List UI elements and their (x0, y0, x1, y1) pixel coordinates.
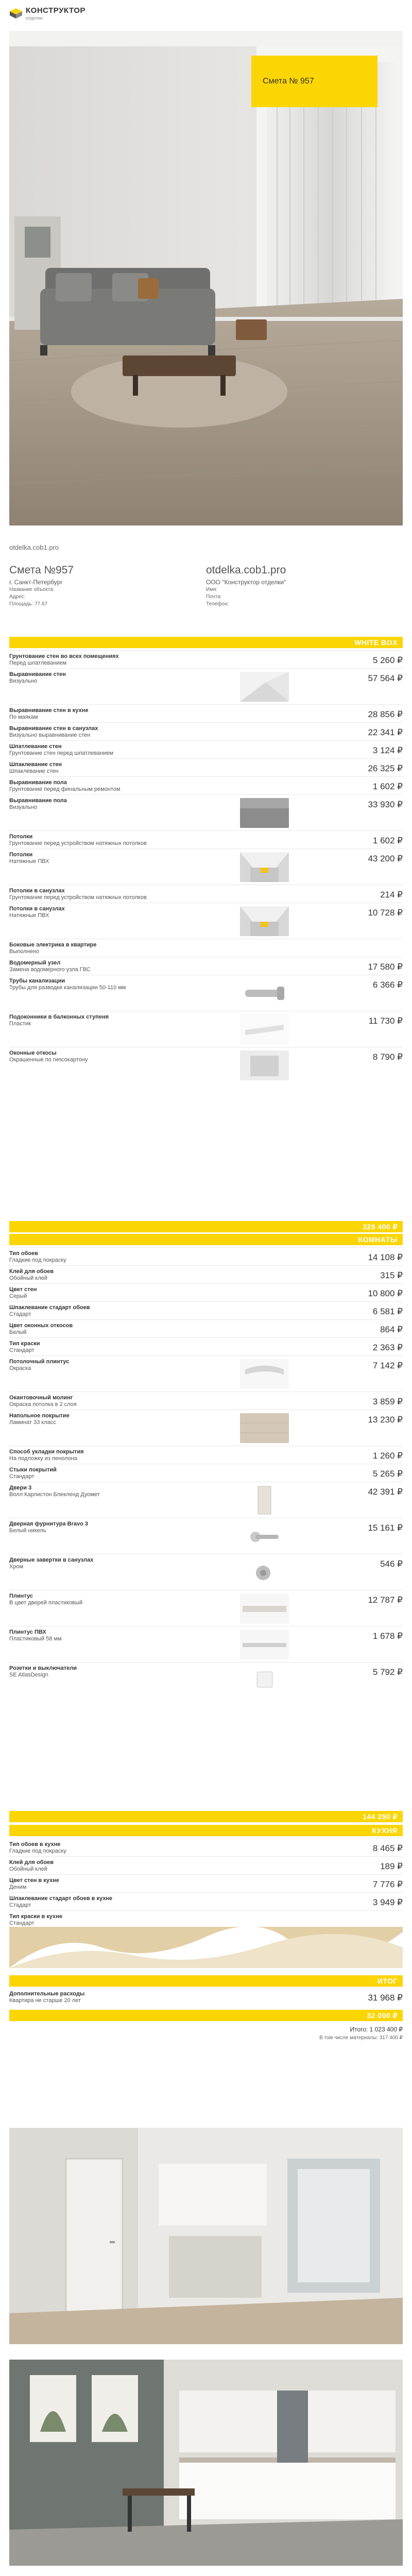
item-price: 5 260 ₽ (372, 655, 403, 665)
item-desc: Визуально выравнивание стен (9, 732, 91, 738)
estimate-row (9, 1892, 403, 1910)
estimate-row (9, 957, 403, 975)
item-price: 7 776 ₽ (372, 1879, 403, 1889)
item-desc: Натяжные ПВХ (9, 912, 49, 919)
item-desc: Серый (9, 1293, 27, 1299)
client-email-label: Почта: (206, 594, 222, 600)
item-price: 1 678 ₽ (372, 1631, 403, 1641)
item-price: 10 800 ₽ (368, 1289, 403, 1298)
item-name: Дверная фурнитура Bravo 3 (9, 1521, 88, 1527)
estimate-row (9, 650, 403, 668)
estimate-row (9, 1554, 403, 1590)
item-name: Потолочный плинтус (9, 1359, 70, 1365)
item-price: 42 391 ₽ (368, 1487, 403, 1497)
estimate-row (9, 1265, 403, 1283)
item-desc: Пластиковый 58 мм (9, 1636, 62, 1642)
item-name: Способ укладки покрытия (9, 1449, 84, 1455)
brand-logo[interactable] (9, 6, 85, 21)
estimate-row (9, 722, 403, 740)
estimate-row (9, 1662, 403, 1698)
item-price: 33 930 ₽ (368, 800, 403, 809)
item-price: 13 230 ₽ (368, 1415, 403, 1425)
item-name: Дверные завертки в санузлах (9, 1557, 94, 1563)
item-name: Тип обоев (9, 1250, 38, 1257)
item-name: Шпаклевание стен (9, 761, 62, 768)
estimate-row (9, 1283, 403, 1301)
client-phone-label: Телефон: (206, 601, 229, 607)
item-price: 3 859 ₽ (372, 1397, 403, 1406)
extra-costs-desc: Квартира не старше 20 лет (9, 1997, 81, 2004)
item-desc: Шпаклевание стен (9, 768, 59, 774)
item-desc: Пластик (9, 1021, 31, 1027)
item-name: Окантовочный молинг (9, 1395, 73, 1401)
estimate-row (9, 1464, 403, 1482)
item-name: Напольное покрытие (9, 1413, 70, 1419)
extra-costs-price: 31 968 ₽ (368, 1993, 403, 2003)
item-thumbnail (240, 672, 289, 702)
item-name: Шпаклевание стадарт обоев (9, 1304, 90, 1311)
item-desc: Выполнено (9, 948, 39, 955)
estimate-row (9, 1874, 403, 1892)
company-site[interactable]: otdelka.cob1.pro (206, 564, 286, 576)
item-desc: Замена водомерного узла ГВС (9, 967, 91, 973)
address-label: Адрес: (9, 594, 26, 600)
brand-name: КОНСТРУКТОР (26, 6, 85, 15)
estimate-row (9, 1590, 403, 1626)
client-name-label: Имя: (206, 587, 218, 592)
item-desc: Обойный клей (9, 1866, 47, 1872)
item-price: 11 730 ₽ (368, 1016, 403, 1026)
item-thumbnail (240, 1666, 289, 1696)
estimate-row (9, 758, 403, 776)
section-total-white-box: 329 400 ₽ (9, 1221, 403, 1232)
item-name: Потолки в санузлах (9, 888, 65, 894)
city: г. Санкт-Петербург (9, 579, 63, 586)
item-price: 7 142 ₽ (372, 1361, 403, 1370)
estimate-row (9, 1838, 403, 1856)
item-thumbnail (240, 1359, 289, 1389)
item-price: 1 602 ₽ (372, 836, 403, 845)
item-price: 315 ₽ (380, 1270, 403, 1280)
item-desc: Окраска (9, 1365, 31, 1371)
photo-kitchen (9, 2360, 403, 2566)
item-name: Тип краски в кухне (9, 1913, 63, 1920)
site-url-top[interactable]: otdelka.cob1.pro (9, 544, 59, 551)
item-price: 214 ₽ (380, 890, 403, 900)
item-name: Потолки (9, 852, 33, 858)
item-name: Выравнивание пола (9, 798, 67, 804)
brand-tagline: отделки (26, 15, 43, 21)
estimate-row (9, 903, 403, 939)
item-price: 189 ₽ (380, 1861, 403, 1871)
item-name: Подоконники в балконных ступеня (9, 1014, 109, 1020)
photo-hallway (9, 2128, 403, 2344)
item-desc: SE AtlasDesign (9, 1672, 48, 1678)
item-desc: Перед шпатлеванием (9, 660, 67, 666)
estimate-row (9, 740, 403, 758)
item-price: 546 ₽ (380, 1559, 403, 1569)
item-thumbnail (240, 1050, 289, 1080)
item-price: 26 325 ₽ (368, 764, 403, 773)
item-name: Тип обоев в кухне (9, 1841, 61, 1848)
item-name: Стыки покрытий (9, 1467, 57, 1473)
item-thumbnail (240, 1521, 289, 1551)
item-name: Плинтус ПВХ (9, 1629, 46, 1635)
item-name: Выравнивание стен в санузлах (9, 725, 98, 732)
estimate-row (9, 1337, 403, 1355)
company-name: ООО "Конструктор отделки" (206, 579, 286, 586)
item-price: 5 265 ₽ (372, 1469, 403, 1479)
estimate-row (9, 668, 403, 704)
estimate-row (9, 1247, 403, 1265)
section-header-rooms: КОМНАТЫ (9, 1234, 403, 1245)
estimate-title: Смета №957 (9, 564, 74, 576)
item-price: 3 949 ₽ (372, 1897, 403, 1907)
item-desc: Гладкие под покраску (9, 1848, 66, 1854)
item-name: Шпаклевание стадарт обоев в кухне (9, 1895, 113, 1902)
materials-total: В том числе материалы: 317 400 ₽ (319, 2035, 403, 2041)
item-desc: Грунтование перед устройством натяжных потолков (9, 840, 147, 846)
item-price: 15 161 ₽ (368, 1523, 403, 1533)
item-name: Двери 3 (9, 1485, 32, 1491)
item-desc: Хром (9, 1564, 24, 1570)
estimate-row (9, 1011, 403, 1047)
item-name: Цвет стен (9, 1286, 37, 1293)
curtain-image (9, 1927, 403, 1968)
item-thumbnail (240, 1594, 289, 1623)
estimate-row (9, 831, 403, 849)
section-header-total: ИТОГ (9, 1975, 403, 1987)
item-name: Трубы канализации (9, 978, 65, 984)
item-price: 6 581 ₽ (372, 1307, 403, 1316)
item-name: Клей для обоев (9, 1859, 54, 1866)
item-price: 22 341 ₽ (368, 727, 403, 737)
item-price: 17 580 ₽ (368, 962, 403, 972)
estimate-row (9, 776, 403, 794)
item-name: Потолки (9, 834, 33, 840)
estimate-row (9, 939, 403, 957)
grand-total: Итого: 1 023 400 ₽ (350, 2026, 403, 2033)
item-desc: Белый (9, 1329, 27, 1335)
item-thumbnail (240, 906, 289, 936)
estimate-header-right (206, 564, 402, 608)
item-desc: Стандарт (9, 1347, 35, 1353)
estimate-row (9, 1518, 403, 1554)
item-name: Выравнивание стен (9, 671, 66, 677)
item-desc: Грунтование перед устройством натяжных потолков (9, 894, 147, 901)
estimate-row (9, 1355, 403, 1392)
item-thumbnail (240, 1413, 289, 1443)
item-desc: Окрашенные по гипсокартону (9, 1057, 88, 1063)
item-thumbnail (240, 1014, 289, 1044)
estimate-row (9, 1482, 403, 1518)
grand-total-bar: 32 000 ₽ (9, 2010, 403, 2021)
item-price: 8 790 ₽ (372, 1052, 403, 1062)
item-price: 864 ₽ (380, 1325, 403, 1334)
item-desc: Стандарт (9, 1920, 35, 1926)
estimate-row (9, 1392, 403, 1410)
item-desc: Обойный клей (9, 1275, 47, 1281)
estimate-row (9, 794, 403, 831)
item-desc: По маякам (9, 714, 38, 720)
item-name: Плинтус (9, 1593, 33, 1599)
item-price: 3 124 ₽ (372, 745, 403, 755)
extra-costs (9, 1988, 403, 2006)
item-name: Оконные откосы (9, 1050, 57, 1056)
item-name: Выравнивание пола (9, 779, 67, 786)
item-desc: Деним (9, 1884, 27, 1890)
item-price: 14 108 ₽ (368, 1252, 403, 1262)
item-desc: Визуально (9, 678, 38, 684)
section-header-white-box: WHITE BOX (9, 637, 403, 648)
item-price: 2 363 ₽ (372, 1343, 403, 1352)
item-desc: Стадарт (9, 1311, 31, 1317)
section-total-rooms: 144 290 ₽ (9, 1811, 403, 1822)
estimate-row (9, 885, 403, 903)
item-desc: Грунтование стен перед шпатлеванием (9, 750, 114, 756)
item-price: 10 728 ₽ (368, 908, 403, 918)
item-price: 6 366 ₽ (372, 980, 403, 990)
item-thumbnail (240, 1557, 289, 1587)
item-desc: На подложку из пенолона (9, 1455, 77, 1462)
item-thumbnail (240, 1630, 289, 1659)
item-desc: Стандарт (9, 1473, 35, 1480)
item-name: Боковые электрика в квартире (9, 942, 97, 948)
item-name: Тип краски (9, 1341, 40, 1347)
item-price: 1 602 ₽ (372, 782, 403, 791)
rooms-list (9, 1247, 403, 1698)
item-price: 1 260 ₽ (372, 1451, 403, 1461)
extra-costs-row (9, 1988, 403, 2006)
item-thumbnail (240, 852, 289, 882)
item-name: Клей для обоев (9, 1268, 54, 1275)
item-price: 28 856 ₽ (368, 709, 403, 719)
estimate-row (9, 1856, 403, 1874)
item-desc: Волл Карлистон Блекленд Дуомет (9, 1492, 100, 1498)
estimate-badge: Смета № 957 (251, 56, 377, 107)
estimate-row (9, 849, 403, 885)
estimate-row (9, 1301, 403, 1319)
cube-icon (9, 8, 23, 19)
estimate-row (9, 1319, 403, 1337)
item-desc: В цвет дверей пластиковый (9, 1600, 83, 1606)
item-price: 12 787 ₽ (368, 1595, 403, 1605)
item-desc: Стадарт (9, 1902, 31, 1908)
item-desc: Грунтование перед финальным ремонтом (9, 786, 121, 792)
item-name: Грунтование стен во всех помещениях (9, 653, 119, 659)
item-name: Потолки в санузлах (9, 906, 65, 912)
item-name: Выравнивание стен в кухне (9, 707, 89, 714)
item-desc: Белый никель (9, 1528, 46, 1534)
item-name: Водомерный узел (9, 960, 61, 966)
white-box-list (9, 650, 403, 1083)
object-name-label: Название объекта: (9, 587, 55, 592)
item-desc: Визуально (9, 804, 38, 810)
estimate-row (9, 975, 403, 1011)
item-name: Цвет оконных откосов (9, 1323, 73, 1329)
estimate-row (9, 1910, 403, 1928)
area-label: Площадь: 77.67 (9, 601, 48, 607)
item-price: 43 200 ₽ (368, 854, 403, 863)
estimate-row (9, 704, 403, 722)
estimate-row (9, 1626, 403, 1662)
item-desc: Трубы для разводки канализации 50-110 мм (9, 985, 126, 991)
section-header-kitchen: КУХНЯ (9, 1825, 403, 1836)
item-price: 5 792 ₽ (372, 1667, 403, 1677)
item-thumbnail (240, 1485, 289, 1515)
item-price: 8 465 ₽ (372, 1843, 403, 1853)
item-name: Шпатлевание стен (9, 743, 62, 750)
estimate-header-left (9, 564, 195, 608)
item-desc: Гладкие под покраску (9, 1257, 66, 1263)
item-desc: Окраска потолка в 2 слоя (9, 1401, 77, 1408)
item-price: 57 564 ₽ (368, 673, 403, 683)
item-name: Цвет стен в кухне (9, 1877, 59, 1884)
estimate-row (9, 1446, 403, 1464)
item-name: Розетки и выключатели (9, 1665, 77, 1671)
item-desc: Натяжные ПВХ (9, 858, 49, 865)
estimate-row (9, 1047, 403, 1083)
item-thumbnail (240, 798, 289, 828)
item-desc: Ламинат 33 класс (9, 1419, 56, 1426)
extra-costs-name: Дополнительные расходы (9, 1991, 85, 1997)
estimate-row (9, 1410, 403, 1446)
item-thumbnail (240, 978, 289, 1008)
